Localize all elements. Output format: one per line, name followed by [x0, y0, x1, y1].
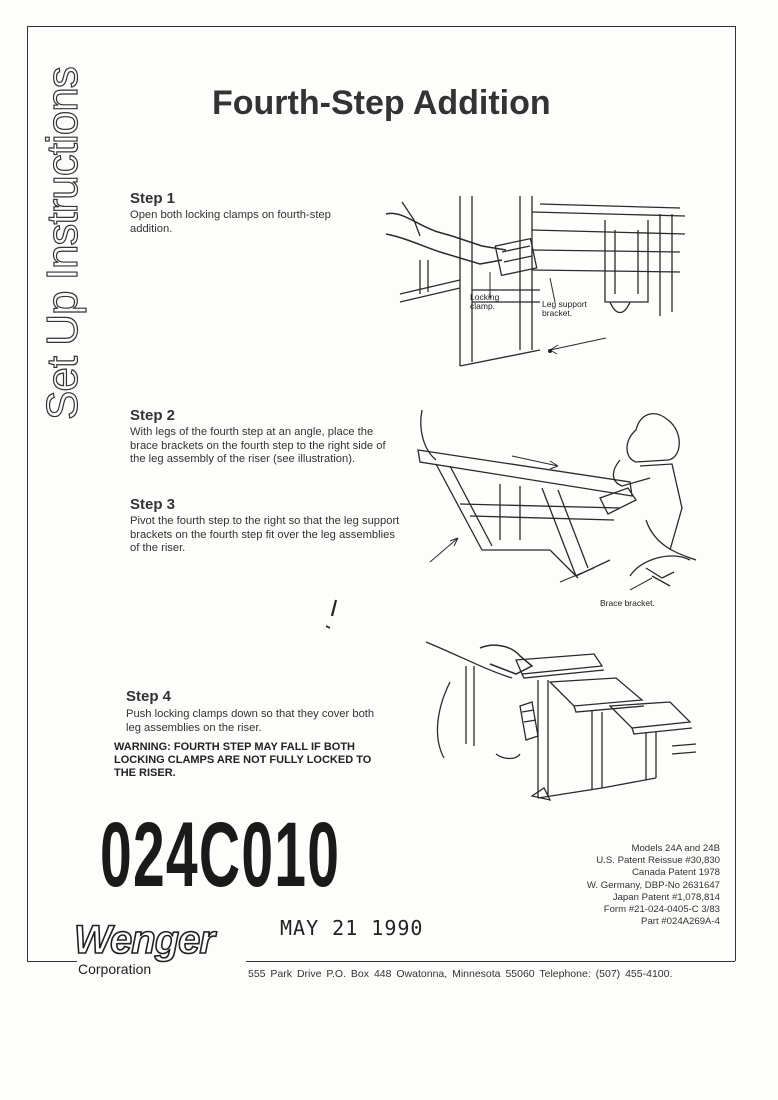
- illustration-step-2-3: [400, 400, 700, 612]
- page-frame-bottom: [246, 961, 735, 962]
- callout-brace-bracket: Brace bracket.: [600, 598, 655, 608]
- callout-leg-support: Leg support: [542, 299, 587, 309]
- step-1-text: Open both locking clamps on fourth-step addition.: [130, 209, 331, 235]
- page-frame-right: [735, 26, 736, 961]
- page-frame-top: [27, 26, 735, 27]
- step-3-heading: Step 3: [130, 496, 176, 513]
- page-frame-left: [27, 26, 28, 961]
- patent-line: Japan Patent #1,078,814: [612, 891, 720, 903]
- illustration-step-4: [420, 636, 698, 816]
- patent-line: Part #024A269A-4: [641, 916, 720, 928]
- callout-leg-support-2: bracket.: [542, 308, 573, 318]
- step-4-heading: Step 4: [126, 688, 172, 705]
- step-3-text: Pivot the fourth step to the right so that the leg support brackets on the fourth step fit over the leg assemblies of the riser.: [130, 515, 400, 554]
- step-1-heading: Step 1: [130, 190, 176, 207]
- callout-locking-clamp: Locking: [470, 292, 500, 302]
- page-frame-bottom: [27, 961, 77, 962]
- step-4-text: Push locking clamps down so that they cover both leg assemblies on the riser.: [126, 708, 375, 734]
- company-logo-subtitle: Corporation: [78, 961, 152, 977]
- illustration-step-1: [380, 190, 690, 370]
- callout-locking-clamp-2: clamp.: [470, 301, 496, 311]
- side-title: Set Up Instructions: [38, 67, 87, 420]
- page-title: Fourth-Step Addition: [212, 84, 551, 122]
- company-logo: Wenger: [74, 918, 214, 962]
- patent-info: [480, 843, 720, 928]
- stray-mark: [322, 596, 342, 632]
- date-stamp: MAY 21 1990: [280, 916, 424, 940]
- company-address: 555 Park Drive P.O. Box 448 Owatonna, Minnesota 55060 Telephone: (507) 455-4100.: [248, 968, 673, 980]
- patent-line: Canada Patent 1978: [631, 867, 720, 879]
- step-2-heading: Step 2: [130, 407, 176, 424]
- patent-line: Models 24A and 24B: [631, 843, 720, 854]
- warning-text: WARNING: FOURTH STEP MAY FALL IF BOTH LOCKING CLAMPS ARE NOT FULLY LOCKED TO THE RISER.: [114, 741, 372, 779]
- patent-line: U.S. Patent Reissue #30,830: [596, 855, 720, 867]
- document-code-stamp: 024C010: [100, 804, 341, 906]
- patent-line: W. Germany, DBP-No 2631647: [586, 879, 720, 891]
- step-2-text: With legs of the fourth step at an angle, place the brace brackets on the fourth step to the right side of the leg assembly of the riser (see illustration).: [130, 426, 386, 465]
- patent-line: Form #21-024-0405-C 3/83: [603, 904, 720, 916]
